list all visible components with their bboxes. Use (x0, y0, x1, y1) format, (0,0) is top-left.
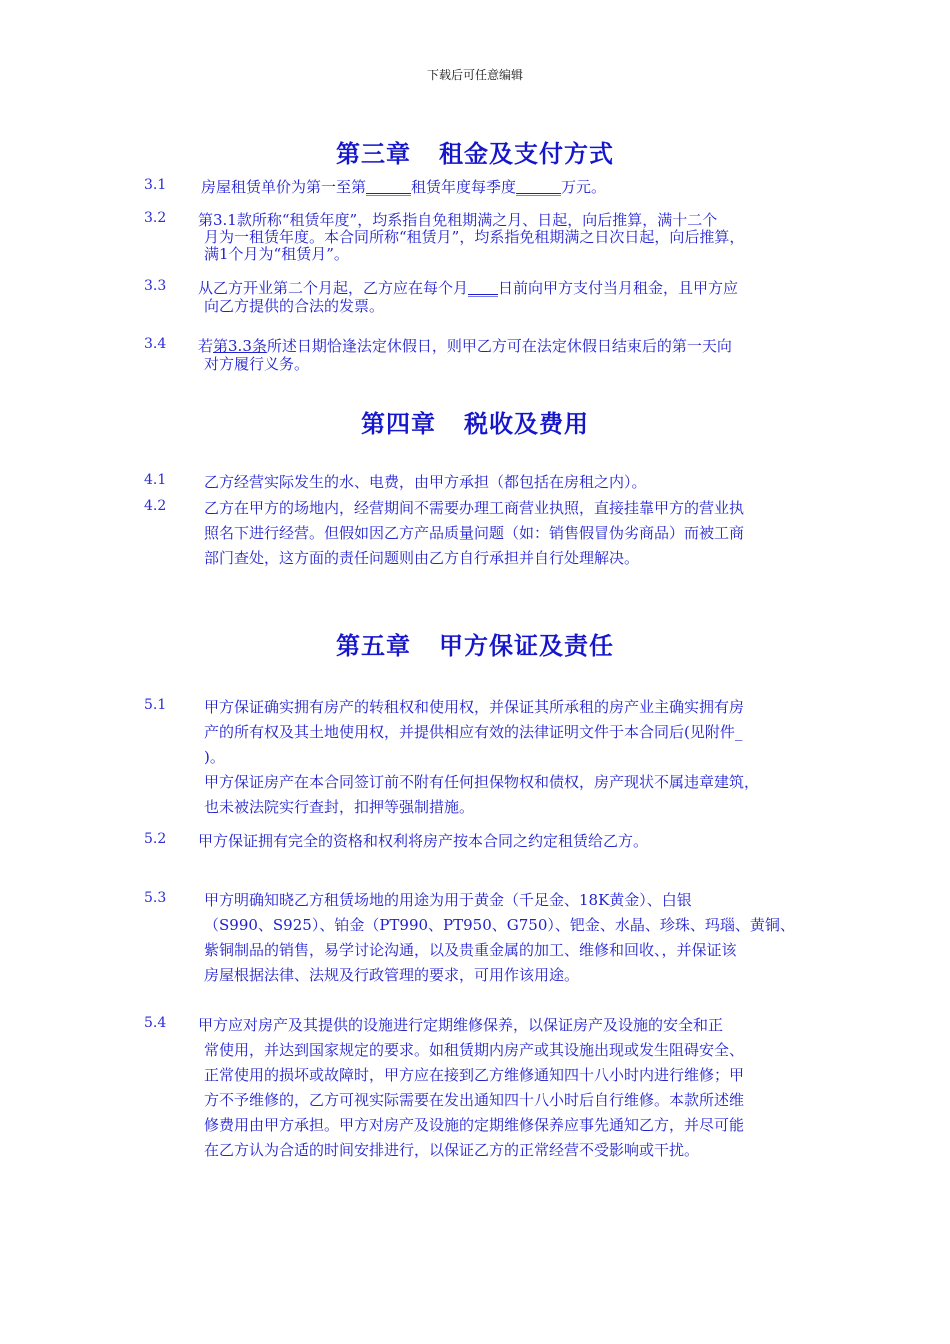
chapter-3-heading (0, 134, 950, 169)
clause-5-1-line-2: 产的所有权及其土地使用权，并提供相应有效的法律证明文件于本合同后(见附件_ (204, 723, 743, 741)
clause-3-2-line-1: 第3.1款所称“租赁年度”，均系指自免租期满之月、日起，向后推算，满十二个 (198, 211, 718, 229)
chapter-4-heading (0, 404, 950, 439)
clause-4-2-line-1: 乙方在甲方的场地内，经营期间不需要办理工商营业执照，直接挂靠甲方的营业执 (204, 499, 745, 517)
clause-5-1-line-4: 甲方保证房产在本合同签订前不附有任何担保物权和债权，房产现状不属违章建筑， (204, 773, 760, 791)
clause-4-1-number: 4.1 (144, 472, 167, 488)
clause-3-4-number: 3.4 (144, 336, 167, 352)
clause-4-2-number: 4.2 (144, 498, 167, 514)
clause-4-2-line-3: 部门查处，这方面的责任问题则由乙方自行承担并自行处理解决。 (204, 549, 640, 567)
clause-3-4-line-1: 若第3.3条所述日期恰逢法定休假日，则甲乙方可在法定休假日结束后的第一天向 (198, 337, 732, 355)
clause-5-4-line-5: 修费用由甲方承担。甲方对房产及设施的定期维修保养应事先通知乙方，并尽可能 (204, 1116, 745, 1134)
clause-5-3-line-4: 房屋根据法律、法规及行政管理的要求，可用作该用途。 (204, 966, 580, 984)
clause-3-1-blank-2: ______ (516, 178, 562, 196)
clause-3-2-line-2: 月为一租赁年度。本合同所称“租赁月”，均系指免租期满之日次日起，向后推算， (204, 228, 745, 246)
clause-5-1-line-3: )。 (204, 748, 225, 766)
clause-5-1-line-5: 也未被法院实行查封，扣押等强制措施。 (204, 798, 475, 816)
clause-5-4-line-2: 常使用，并达到国家规定的要求。如租赁期内房产或其设施出现或发生阻碍安全、 (204, 1041, 745, 1059)
clause-3-2-number: 3.2 (144, 210, 167, 226)
clause-4-2-line-2: 照名下进行经营。但假如因乙方产品质量问题（如：销售假冒伪劣商品）而被工商 (204, 524, 745, 542)
clause-5-2-line-1: 甲方保证拥有完全的资格和权利将房产按本合同之约定租赁给乙方。 (198, 832, 649, 850)
clause-3-2-line-3: 满1个月为“租赁月”。 (204, 245, 349, 263)
chapter-4-prefix: 第四章 (361, 409, 436, 438)
chapter-4-title: 税收及费用 (464, 409, 589, 438)
clause-5-1-line-1: 甲方保证确实拥有房产的转租权和使用权，并保证其所承租的房产业主确实拥有房 (204, 698, 745, 716)
clause-3-3-line-2: 向乙方提供的合法的发票。 (204, 297, 385, 315)
clause-3-4-line-2: 对方履行义务。 (204, 355, 310, 373)
header-note: 下载后可任意编辑 (426, 68, 523, 82)
clause-5-2-number: 5.2 (144, 831, 167, 847)
clause-5-1-number: 5.1 (144, 697, 167, 713)
clause-4-1-line-1: 乙方经营实际发生的水、电费，由甲方承担（都包括在房租之内）。 (204, 473, 647, 491)
clause-5-4-line-3: 正常使用的损坏或故障时，甲方应在接到乙方维修通知四十八小时内进行维修；甲 (204, 1066, 745, 1084)
chapter-3-title: 租金及支付方式 (439, 139, 614, 168)
chapter-3-prefix: 第三章 (336, 139, 411, 168)
clause-3-4-reference: 第3.3条 (213, 337, 267, 355)
clause-3-1-text: 房屋租赁单价为第一至第______租赁年度每季度______万元。 (201, 178, 607, 196)
chapter-5-heading (0, 626, 950, 661)
clause-5-3-line-3: 紫铜制品的销售，易学讨论沟通，以及贵重金属的加工、维修和回收、，并保证该 (204, 941, 737, 959)
clause-5-4-line-6: 在乙方认为合适的时间安排进行，以保证乙方的正常经营不受影响或干扰。 (204, 1141, 700, 1159)
clause-3-3-blank: ____ (468, 279, 499, 297)
clause-5-3-number: 5.3 (144, 890, 167, 906)
clause-5-4-number: 5.4 (144, 1015, 167, 1031)
chapter-5-title: 甲方保证及责任 (439, 631, 614, 660)
clause-5-3-line-2: （S990、S925）、铂金（PT990、PT950、G750）、钯金、水晶、珍珠、玛瑙、黄铜、 (204, 916, 795, 934)
clause-3-3-line-1: 从乙方开业第二个月起，乙方应在每个月____日前向甲方支付当月租金，且甲方应 (198, 279, 739, 297)
clause-5-3-line-1: 甲方明确知晓乙方租赁场地的用途为用于黄金（千足金、18K黄金）、白银 (204, 891, 692, 909)
chapter-5-prefix: 第五章 (336, 631, 411, 660)
clause-3-1-blank-1: ______ (366, 178, 412, 196)
clause-5-4-line-4: 方不予维修的，乙方可视实际需要在发出通知四十八小时后自行维修。本款所述维 (204, 1091, 745, 1109)
clause-5-4-line-1: 甲方应对房产及其提供的设施进行定期维修保养，以保证房产及设施的安全和正 (198, 1016, 724, 1034)
clause-3-1-number: 3.1 (144, 177, 167, 193)
clause-3-3-number: 3.3 (144, 278, 167, 294)
